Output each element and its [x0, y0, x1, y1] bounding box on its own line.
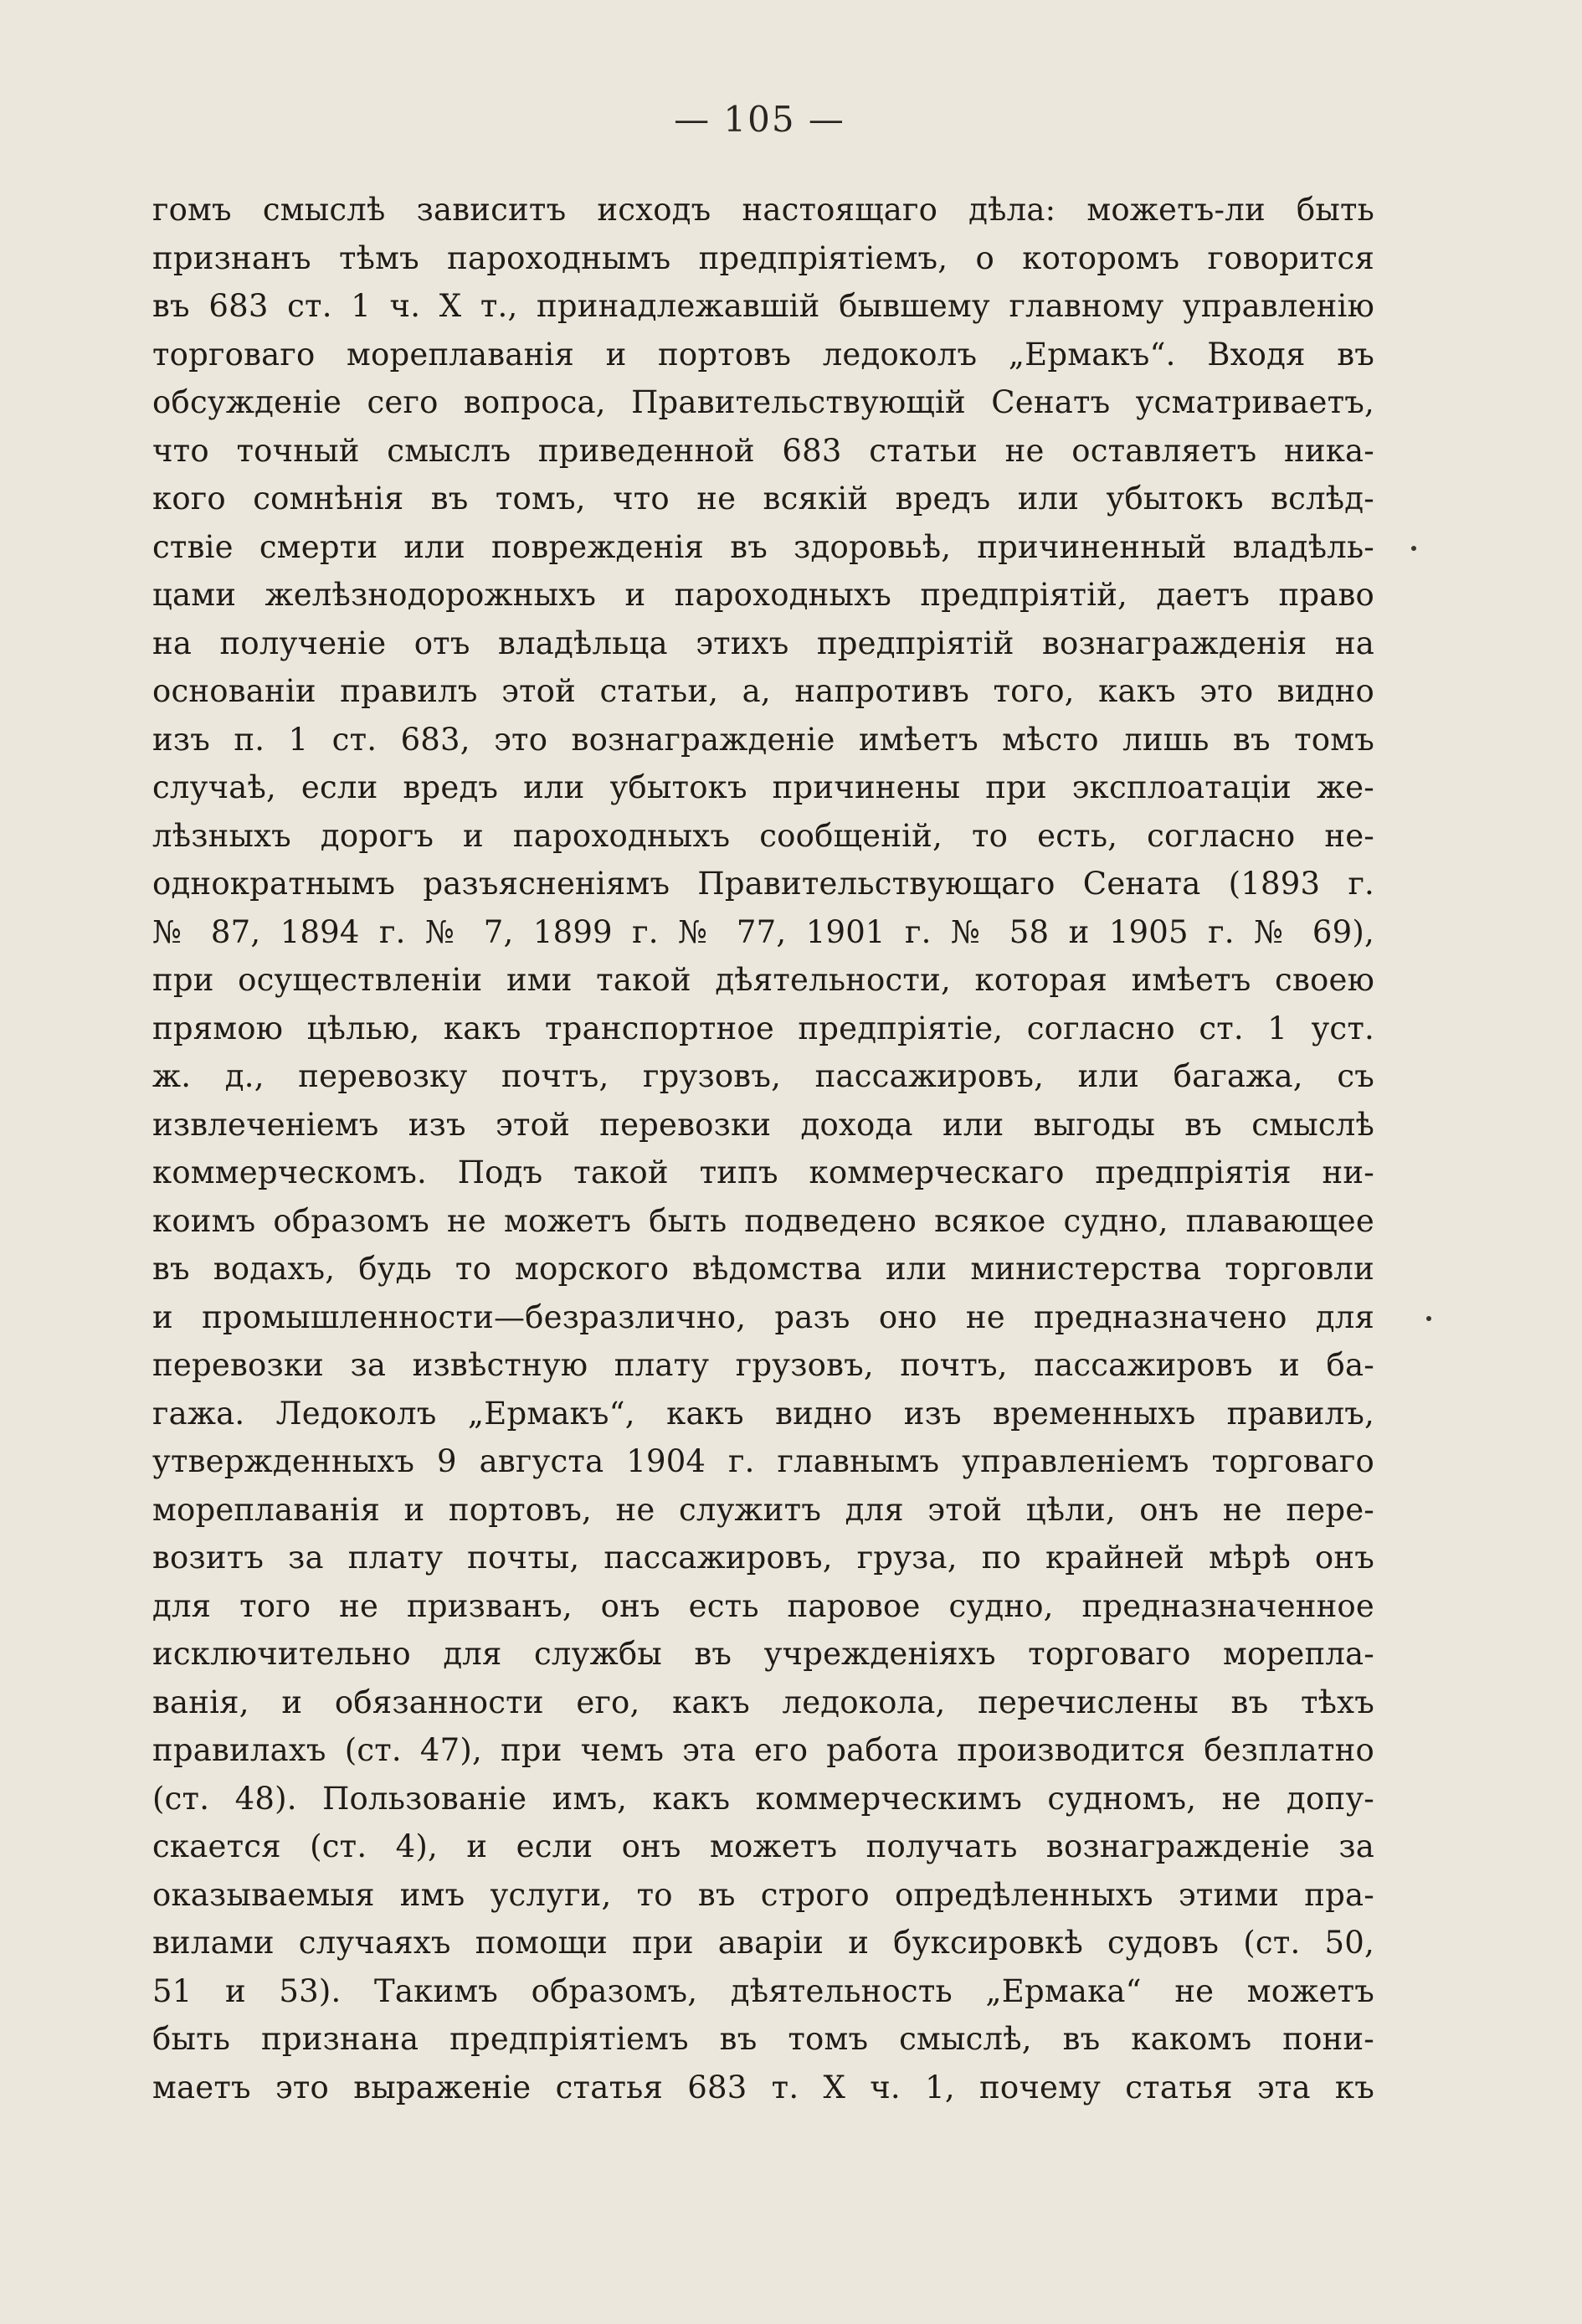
text-line: гомъ смыслѣ зависитъ исходъ настоящаго дѣла: можетъ-ли быть [152, 192, 1374, 228]
text-line: лѣзныхъ дорогъ и пароходныхъ сообщеній, то есть, согласно не- [152, 817, 1374, 854]
text-line: для того не призванъ, онъ есть паровое судно, предназначенное [152, 1587, 1374, 1624]
text-line: и промышленности—безразлично, разъ оно не предназначено для [152, 1298, 1374, 1335]
text-line: вилами случаяхъ помощи при аваріи и буксировкѣ судовъ (ст. 50, [152, 1925, 1374, 1961]
text-line: въ водахъ, будь то морского вѣдомства или министерства торговли [152, 1251, 1374, 1287]
text-line: оказываемыя имъ услуги, то въ строго опредѣленныхъ этими пра- [152, 1876, 1374, 1913]
text-line: маетъ это выраженіе статья 683 т. X ч. 1, почему статья эта къ [152, 2069, 1374, 2105]
text-line: обсужденіе сего вопроса, Правительствующій Сенатъ усматриваетъ, [152, 384, 1374, 420]
text-line: утвержденныхъ 9 августа 1904 г. главнымъ управленіемъ торговаго [152, 1443, 1374, 1479]
text-line: на полученіе отъ владѣльца этихъ предпріятій вознагражденія на [152, 625, 1374, 661]
text-line: ж. д., перевозку почтъ, грузовъ, пассажировъ, или багажа, съ [152, 1058, 1374, 1094]
text-line: 51 и 53). Такимъ образомъ, дѣятельность „Ермака“ не можетъ [152, 1972, 1374, 2009]
text-line: коммерческомъ. Подъ такой типъ коммерческаго предпріятія ни- [152, 1154, 1374, 1190]
text-line: основаніи правилъ этой статьи, а, напротивъ того, какъ это видно [152, 673, 1374, 709]
text-line: возитъ за плату почты, пассажировъ, груза, по крайней мѣрѣ онъ [152, 1540, 1374, 1576]
text-line: случаѣ, если вредъ или убытокъ причинены при эксплоатаціи же- [152, 769, 1374, 805]
text-line: въ 683 ст. 1 ч. X т., принадлежавшій бывшему главному управленію [152, 288, 1374, 324]
text-line: что точный смыслъ приведенной 683 статьи не оставляетъ ника- [152, 432, 1374, 469]
body-text [152, 186, 1374, 2111]
text-line: кого сомнѣнія въ томъ, что не всякій вредъ или убытокъ вслѣд- [152, 481, 1374, 517]
text-line: скается (ст. 4), и если онъ можетъ получать вознагражденіе за [152, 1828, 1374, 1864]
text-line: изъ п. 1 ст. 683, это вознагражденіе имѣетъ мѣсто лишь въ томъ [152, 721, 1374, 758]
text-line: торговаго мореплаванія и портовъ ледоколъ „Ермакъ“. Входя въ [152, 336, 1374, 373]
text-line: быть признана предпріятіемъ въ томъ смыслѣ, въ какомъ пони- [152, 2021, 1374, 2057]
text-line: № 87, 1894 г. № 7, 1899 г. № 77, 1901 г. № 58 и 1905 г. № 69), [152, 913, 1374, 950]
text-line: мореплаванія и портовъ, не служитъ для этой цѣли, онъ не пере- [152, 1491, 1374, 1528]
text-line: цами желѣзнодорожныхъ и пароходныхъ предпріятій, даетъ право [152, 577, 1374, 613]
text-line: прямою цѣлью, какъ транспортное предпріятіе, согласно ст. 1 уст. [152, 1010, 1374, 1046]
page-number: — 105 — [674, 99, 845, 140]
text-line: признанъ тѣмъ пароходнымъ предпріятіемъ, о которомъ говорится [152, 239, 1374, 276]
text-line: ствіе смерти или поврежденія въ здоровьѣ, причиненный владѣль- [152, 528, 1374, 565]
text-line: гажа. Ледоколъ „Ермакъ“, какъ видно изъ временныхъ правилъ, [152, 1395, 1374, 1432]
text-line: исключительно для службы въ учрежденіяхъ торговаго морепла- [152, 1636, 1374, 1672]
text-line: перевозки за извѣстную плату грузовъ, почтъ, пассажировъ и ба- [152, 1347, 1374, 1383]
text-line: ванія, и обязанности его, какъ ледокола, перечислены въ тѣхъ [152, 1684, 1374, 1720]
text-line: (ст. 48). Пользованіе имъ, какъ коммерческимъ судномъ, не допу- [152, 1780, 1374, 1817]
text-line: извлеченіемъ изъ этой перевозки дохода или выгоды въ смыслѣ [152, 1106, 1374, 1143]
text-line: однократнымъ разъясненіямъ Правительствующаго Сената (1893 г. [152, 866, 1374, 902]
text-line: правилахъ (ст. 47), при чемъ эта его работа производится безплатно [152, 1732, 1374, 1768]
text-line: при осуществленіи ими такой дѣятельности, которая имѣетъ своею [152, 962, 1374, 998]
text-line: коимъ образомъ не можетъ быть подведено всякое судно, плавающее [152, 1202, 1374, 1239]
print-speck [1426, 1316, 1431, 1321]
print-speck [1411, 546, 1416, 551]
